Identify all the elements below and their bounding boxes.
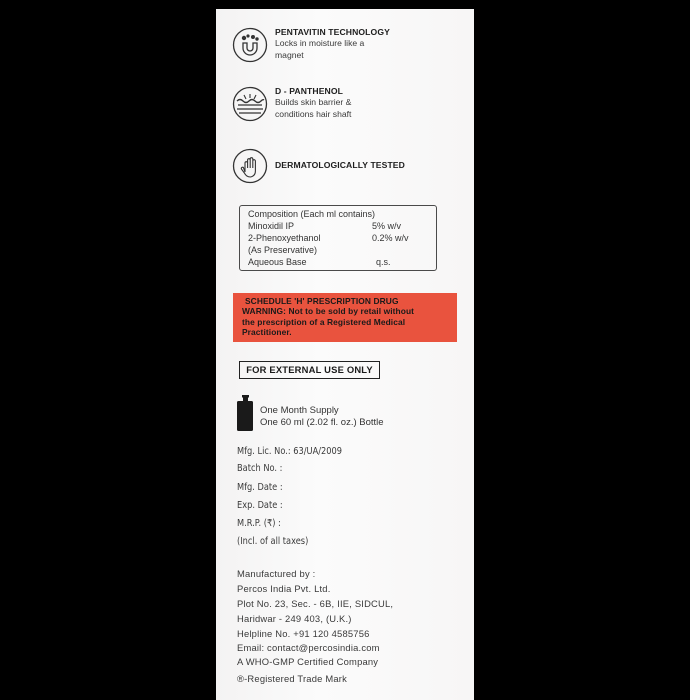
feature-title: DERMATOLOGICALLY TESTED [275, 160, 405, 170]
manufacturer-line: A WHO-GMP Certified Company [237, 656, 379, 667]
magnet-icon [232, 27, 268, 63]
manufacturer-line: Helpline No. +91 120 4585756 [237, 628, 370, 639]
skin-layers-icon [232, 86, 268, 122]
exp-date: Exp. Date : [237, 500, 283, 511]
mrp: M.R.P. (₹) : [237, 518, 281, 529]
mfg-date: Mfg. Date : [237, 482, 283, 493]
composition-value: q.s. [376, 257, 391, 267]
warning-line: the prescription of a Registered Medical [242, 317, 406, 327]
warning-line: Practitioner. [242, 327, 292, 337]
composition-item: (As Preservative) [248, 245, 318, 255]
composition-item: 2-Phenoxyethanol [248, 233, 321, 243]
dermatologically-tested-hand-icon [232, 148, 268, 184]
composition-box [239, 205, 437, 271]
manufacturer-line: Manufactured by : [237, 568, 316, 579]
feature-desc-line: magnet [275, 49, 304, 60]
composition-header: Composition (Each ml contains) [248, 209, 376, 219]
warning-line: SCHEDULE 'H' PRESCRIPTION DRUG [245, 296, 399, 306]
manufacturer-line: Email: contact@percosindia.com [237, 642, 380, 653]
warning-line: WARNING: Not to be sold by retail without [242, 306, 415, 316]
mfg-license: Mfg. Lic. No.: 63/UA/2009 [237, 446, 343, 457]
composition-value: 5% w/v [372, 221, 402, 231]
composition-item: Aqueous Base [248, 257, 307, 267]
batch-number: Batch No. : [237, 463, 283, 474]
feature-desc-line: conditions hair shaft [275, 108, 352, 119]
trademark-note: ®-Registered Trade Mark [237, 673, 347, 684]
bottle-icon [236, 395, 254, 431]
tax-note: (Incl. of all taxes) [237, 536, 309, 547]
feature-title: D - PANTHENOL [275, 86, 343, 96]
prescription-warning-box [233, 293, 457, 342]
feature-title: PENTAVITIN TECHNOLOGY [275, 27, 390, 37]
composition-item: Minoxidil IP [248, 221, 295, 231]
composition-value: 0.2% w/v [372, 233, 409, 243]
feature-desc-line: Locks in moisture like a [275, 38, 365, 48]
feature-desc-line: Builds skin barrier & [275, 97, 352, 107]
product-box-side-panel [216, 9, 474, 700]
supply-line: One 60 ml (2.02 fl. oz.) Bottle [260, 417, 384, 428]
manufacturer-line: Haridwar - 249 403, (U.K.) [237, 613, 352, 624]
external-use-label: FOR EXTERNAL USE ONLY [239, 361, 380, 379]
manufacturer-line: Plot No. 23, Sec. - 6B, IIE, SIDCUL, [237, 598, 394, 609]
manufacturer-line: Percos India Pvt. Ltd. [237, 583, 331, 594]
supply-line: One Month Supply [260, 405, 339, 416]
